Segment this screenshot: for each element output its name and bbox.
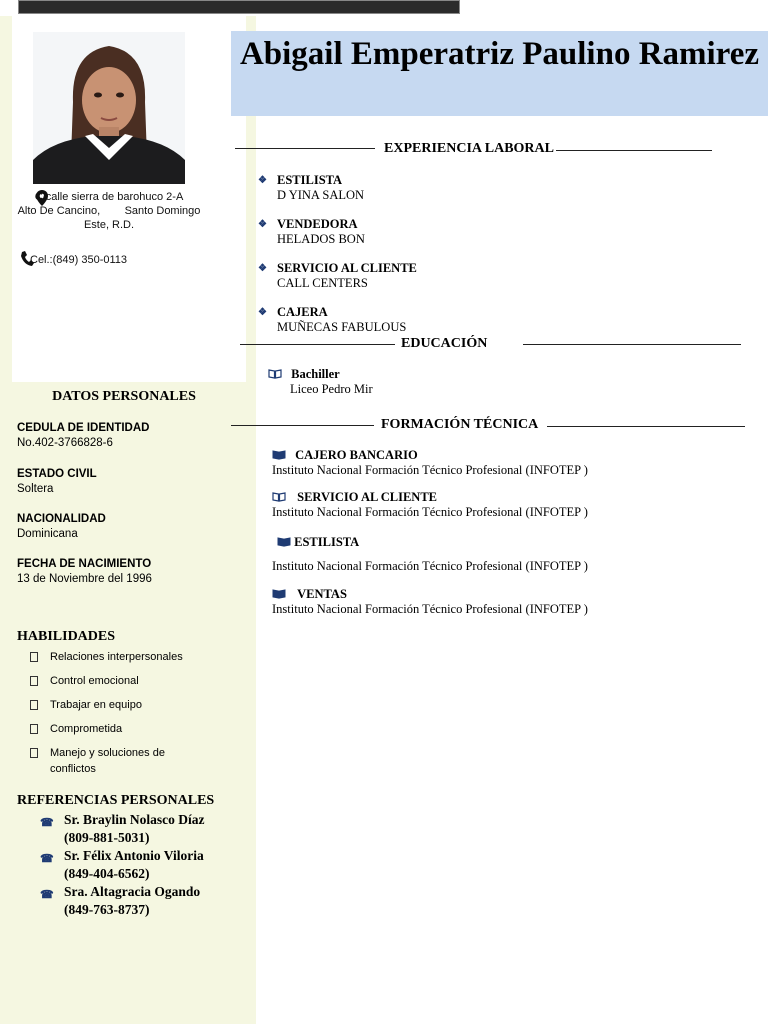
top-dark-bar [18,0,460,14]
job-place: HELADOS BON [277,232,365,246]
reference-phone: (849-763-8737) [64,902,150,917]
name-band [231,31,768,116]
training-title: FORMACIÓN TÉCNICA [381,417,539,432]
list-item [30,673,230,689]
telephone-icon: ☎ [40,853,54,865]
divider [240,344,395,345]
list-item [272,535,588,574]
checkbox-icon [30,724,38,734]
course-institution: Instituto Nacional Formación Técnico Profesional (INFOTEP ) [272,559,588,573]
list-item [40,811,205,847]
list-item [30,697,230,713]
checkbox-icon [30,652,38,662]
job-role: CAJERA [277,305,328,319]
field-birthdate [17,557,152,587]
education-entry [268,367,373,397]
field-label: NACIONALIDAD [17,513,106,525]
list-item [258,261,417,291]
skill-label: Relaciones interpersonales [50,651,183,663]
reference-phone: (809-881-5031) [64,830,150,845]
field-label: FECHA DE NACIMIENTO [17,558,152,570]
list-item [30,721,230,737]
book-icon [272,492,286,502]
reference-phone: (849-404-6562) [64,866,150,881]
job-role: VENDEDORA [277,217,358,231]
address-line-2: Alto De Cancino, Santo Domingo [17,205,201,217]
phone-number: Cel.:(849) 350-0113 [30,254,128,266]
list-item [272,448,588,478]
divider [523,344,741,345]
divider [235,148,375,149]
school: Liceo Pedro Mir [290,382,373,396]
course-title: SERVICIO AL CLIENTE [297,490,438,504]
telephone-icon: ☎ [40,817,54,829]
skills-list [30,649,230,785]
field-value: Dominicana [17,528,78,540]
experience-title: EXPERIENCIA LABORAL [384,141,554,156]
divider [547,426,745,427]
field-id [17,421,149,451]
skill-label: Manejo y soluciones de conflictos [50,747,165,775]
diamond-bullet-icon: ❖ [258,219,267,230]
profile-photo [33,32,185,184]
list-item [272,587,588,617]
list-item [30,745,190,777]
field-nationality [17,512,106,542]
reference-name: Sr. Braylin Nolasco Díaz [64,812,205,827]
address-line-3: Este, R.D. [83,219,135,231]
book-icon [277,537,291,547]
diamond-bullet-icon: ❖ [258,263,267,274]
field-civil-status [17,467,97,497]
diamond-bullet-icon: ❖ [258,175,267,186]
list-item [40,847,205,883]
field-value: 13 de Noviembre del 1996 [17,573,152,585]
skill-label: Control emocional [50,675,139,687]
list-item [258,217,365,247]
address-line-1: C/calle sierra de barohuco 2-A [34,191,184,203]
checkbox-icon [30,748,38,758]
divider [231,425,374,426]
job-role: ESTILISTA [277,173,343,187]
education-title: EDUCACIÓN [401,336,488,351]
job-place: MUÑECAS FABULOUS [277,320,407,334]
list-item [30,649,230,665]
telephone-icon: ☎ [40,889,54,901]
list-item [272,490,588,520]
address [14,190,204,232]
degree: Bachiller [291,367,340,381]
skill-label: Comprometida [50,723,123,735]
references-list [40,811,205,919]
job-place: CALL CENTERS [277,276,368,290]
diamond-bullet-icon: ❖ [258,307,267,318]
skill-label: Trabajar en equipo [50,699,142,711]
course-title: ESTILISTA [294,535,360,549]
course-title: CAJERO BANCARIO [295,448,418,462]
job-place: D YINA SALON [277,188,365,202]
reference-name: Sra. Altagracia Ogando [64,884,201,899]
job-role: SERVICIO AL CLIENTE [277,261,417,275]
skills-title: HABILIDADES [17,629,116,644]
page-title: Abigail Emperatriz Paulino Ramirez [239,36,760,72]
divider [556,150,712,151]
course-institution: Instituto Nacional Formación Técnico Profesional (INFOTEP ) [272,463,588,477]
personal-data-title: DATOS PERSONALES [52,389,196,404]
field-value: No.402-3766828-6 [17,437,113,449]
field-label: CEDULA DE IDENTIDAD [17,422,150,434]
list-item [40,883,205,919]
reference-name: Sr. Félix Antonio Viloria [64,848,204,863]
course-institution: Instituto Nacional Formación Técnico Profesional (INFOTEP ) [272,602,588,616]
book-icon [272,450,286,460]
book-icon [272,589,286,599]
checkbox-icon [30,700,38,710]
course-title: VENTAS [297,587,347,601]
book-icon [268,369,282,379]
list-item [258,173,364,203]
references-title: REFERENCIAS PERSONALES [17,793,215,808]
field-value: Soltera [17,483,54,495]
course-institution: Instituto Nacional Formación Técnico Profesional (INFOTEP ) [272,505,588,519]
checkbox-icon [30,676,38,686]
list-item [258,305,406,335]
field-label: ESTADO CIVIL [17,468,97,480]
